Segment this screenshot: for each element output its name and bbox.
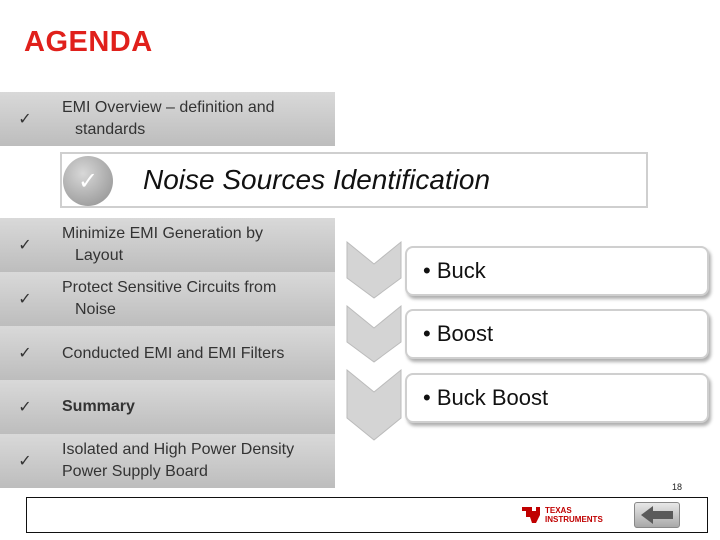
agenda-item-label: Protect Sensitive Circuits from: [62, 279, 277, 296]
page-number: 18: [672, 482, 683, 492]
agenda-item-minimize-emi[interactable]: [0, 218, 335, 274]
logo-line-1: TEXAS: [545, 506, 572, 515]
agenda-item-label-continued: Layout: [75, 247, 124, 264]
subtopic-buck-boost[interactable]: • Buck Boost: [405, 373, 709, 423]
agenda-item-label: Conducted EMI and EMI Filters: [62, 345, 285, 362]
agenda-item-label-continued: Noise: [75, 301, 116, 318]
chevron-down-icon: [343, 366, 405, 444]
agenda-item-summary[interactable]: [0, 380, 335, 436]
footer-bar: [26, 497, 708, 533]
agenda-item-label: Isolated and High Power Density: [62, 441, 295, 458]
logo-line-2: INSTRUMENTS: [545, 515, 603, 524]
check-icon: ✓: [18, 237, 32, 254]
check-circle-icon: ✓: [63, 156, 113, 206]
agenda-item-label: EMI Overview – definition and: [62, 99, 275, 116]
page-title: AGENDA: [24, 26, 153, 58]
arrow-left-icon: [635, 503, 679, 527]
check-icon: ✓: [18, 111, 32, 128]
check-icon: ✓: [18, 453, 32, 470]
agenda-item-label: Minimize EMI Generation by: [62, 225, 263, 242]
agenda-item-label-continued: Power Supply Board: [62, 463, 208, 480]
current-topic-label: Noise Sources Identification: [143, 164, 491, 195]
check-icon: ✓: [18, 345, 32, 362]
ti-logo-icon: [520, 505, 542, 525]
subtopic-boost[interactable]: • Boost: [405, 309, 709, 359]
agenda-item-label-continued: standards: [75, 121, 146, 138]
subtopic-buck[interactable]: • Buck: [405, 246, 709, 296]
agenda-item-protect-circuits[interactable]: [0, 272, 335, 328]
back-button[interactable]: [634, 502, 680, 528]
company-logo-text: [545, 506, 603, 524]
chevron-down-icon: [343, 302, 405, 364]
agenda-item-label: Summary: [62, 398, 135, 415]
chevron-down-icon: [343, 238, 405, 300]
check-icon: ✓: [18, 291, 32, 308]
agenda-item-isolated-power[interactable]: [0, 434, 335, 490]
agenda-item-conducted-emi[interactable]: [0, 326, 335, 382]
agenda-item-emi-overview[interactable]: [0, 92, 335, 148]
check-icon: ✓: [18, 399, 32, 416]
